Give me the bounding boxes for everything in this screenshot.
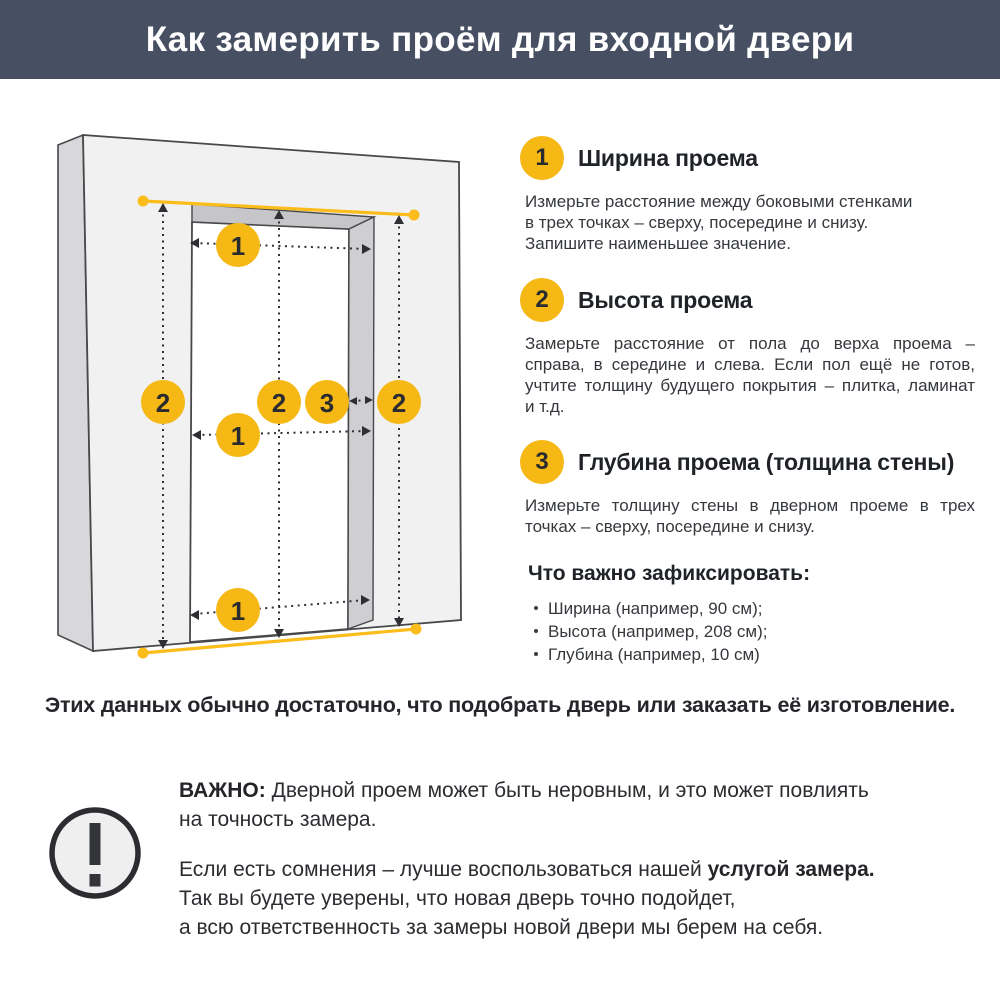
text-line	[179, 855, 979, 884]
exclamation-icon	[47, 805, 143, 901]
tape-end-dot	[138, 648, 149, 659]
text-line: на точность замера.	[179, 808, 377, 831]
marker-width-bottom	[216, 588, 260, 632]
list-item-text: Ширина (например, 90 см);	[548, 599, 763, 618]
step-title: Высота проема	[578, 286, 753, 313]
measure-service-emphasis: услугой замера.	[707, 858, 875, 881]
opening-right-reveal	[348, 217, 374, 629]
text-line: Замерьте расстояние от пола до верха проема –	[525, 334, 975, 353]
text-line: в трех точках – сверху, посередине и снизу.	[525, 213, 869, 232]
marker-label: 1	[230, 596, 246, 626]
bullet-dot-icon	[534, 652, 538, 656]
important-note	[179, 776, 979, 942]
step-title: Ширина проема	[578, 144, 758, 171]
text-line: Измерьте расстояние между боковыми стенками	[525, 192, 913, 211]
list-item	[528, 643, 978, 666]
bullet-dot-icon	[534, 629, 538, 633]
text-line: точках – сверху, посередине и снизу.	[525, 517, 815, 536]
text-line: и т.д.	[525, 397, 565, 416]
important-paragraph-1	[179, 776, 979, 834]
step-number-badge	[520, 136, 564, 180]
list-item-text: Высота (например, 208 см);	[548, 622, 768, 641]
step-title: Глубина проема (толщина стены)	[578, 448, 955, 475]
marker-width-top	[216, 223, 260, 267]
marker-depth	[305, 380, 349, 424]
step-description	[525, 191, 975, 254]
marker-label: 2	[155, 388, 171, 418]
marker-label: 2	[271, 388, 287, 418]
step-number-badge	[520, 278, 564, 322]
marker-label: 1	[230, 231, 246, 261]
text-line: справа, в середине и слева. Если пол ещё не готов,	[525, 355, 975, 374]
tape-end-dot	[138, 196, 149, 207]
summary-line: Этих данных обычно достаточно, что подобрать дверь или заказать её изготовление.	[44, 693, 956, 717]
text-line: Запишите наименьшее значение.	[525, 234, 791, 253]
text-line	[179, 776, 979, 805]
text-line: учтите толщину будущего покрытия – плитка, ламинат	[525, 376, 975, 395]
list-item-text: Глубина (например, 10 см)	[548, 645, 760, 664]
step-description	[525, 333, 975, 417]
step-header	[520, 278, 978, 322]
step-depth	[520, 440, 978, 537]
text-segment: Дверной проем может быть неровным, и это может повлиять	[265, 779, 869, 802]
marker-label: 2	[391, 388, 407, 418]
step-width	[520, 136, 978, 254]
step-number: 3	[535, 448, 549, 475]
list-item	[528, 620, 978, 643]
text-line: Так вы будете уверены, что новая дверь точно подойдет,	[179, 887, 736, 910]
text-line: а всю ответственность за замеры новой двери мы берем на себя.	[179, 916, 824, 939]
step-header	[520, 440, 978, 484]
step-number: 1	[535, 144, 549, 171]
important-paragraph-2	[179, 855, 979, 942]
step-number-badge	[520, 440, 564, 484]
header-banner	[0, 0, 1000, 79]
step-height	[520, 278, 978, 417]
tape-end-dot	[409, 210, 420, 221]
marker-height-middle	[257, 380, 301, 424]
marker-height-right	[377, 380, 421, 424]
door-opening-diagram	[30, 118, 500, 690]
step-header	[520, 136, 978, 180]
important-label: ВАЖНО:	[179, 779, 266, 802]
checklist-items	[528, 597, 978, 666]
text-line: Измерьте толщину стены в дверном проеме в трех	[525, 496, 975, 515]
bullet-dot-icon	[534, 606, 538, 610]
marker-label: 3	[319, 388, 335, 418]
tape-end-dot	[411, 624, 422, 635]
marker-height-left	[141, 380, 185, 424]
marker-label: 1	[230, 421, 246, 451]
text-segment: Если есть сомнения – лучше воспользоваться нашей	[179, 858, 708, 881]
step-number: 2	[535, 286, 549, 313]
checklist-title: Что важно зафиксировать:	[528, 562, 811, 585]
marker-width-middle	[216, 413, 260, 457]
page-title: Как замерить проём для входной двери	[145, 19, 855, 59]
step-description	[525, 495, 975, 537]
checklist	[528, 562, 978, 666]
list-item	[528, 597, 978, 620]
